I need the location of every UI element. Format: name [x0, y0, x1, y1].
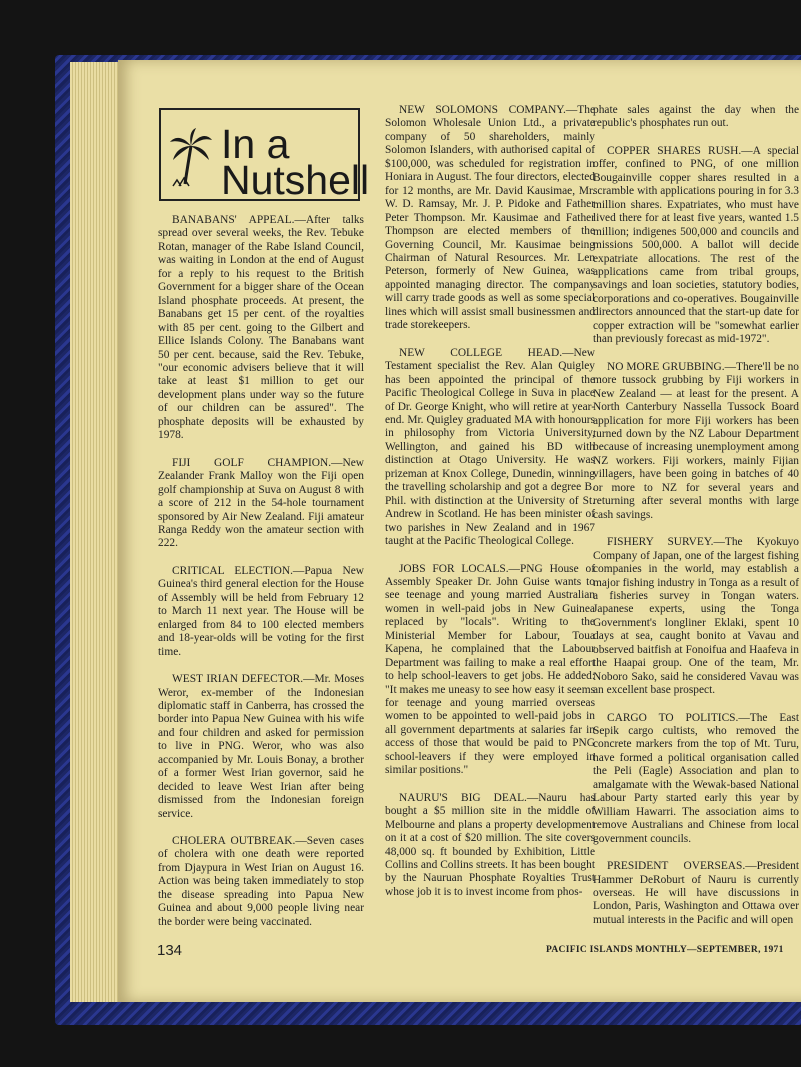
news-item: FISHERY SURVEY.—The Kyokuyo Company of Japan, one of the largest fishing companies in the world, may establish a major fishing industry in Tonga as a result of a fisheries survey in Tongan waters. Japanese experts, using the Tonga Government's longliner Eklaki, spent 10 days at sea, caught bonito at Vavau and observed baitfish at Fonoifua and Haafeva in the Haapai group. One of the team, Mr. Noboro Sako, said he considered Vavau was an excellent base prospect.	[593, 536, 799, 697]
column-2	[385, 104, 595, 899]
news-item: NO MORE GRUBBING.—There'll be no more tussock grubbing by Fiji workers in New Zealand — at least for the present. A North Canterbury Nassella Tussock Board application for more Fiji workers has been turned down by the NZ Labour Department because of increasing unemployment among NZ workers. Fiji workers, mainly Fijian villagers, have been going in batches of 40 or more to NZ for several years and returning after several months with large cash savings.	[593, 360, 799, 521]
news-item: BANABANS' APPEAL.—After talks spread over several weeks, the Rev. Tebuke Rotan, manager of the Rabe Island Council, was waiting in London at the end of August for a reply to his request to the British Government for a bigger share of the Ocean Island phosphate proceeds. At present, the Banabans get 15 per cent. of the royalties with 85 per cent. going to the Gilbert and Ellice Islands Colony. The Banabans want 50 per cent. because, said the Rev. Tebuke, "our economic advisers believe that it will take at least $1 million to get our development plans under way so the future of our children can be assured". The phosphate deposits will be exhausted by 1978.	[158, 214, 364, 442]
news-item: COPPER SHARES RUSH.—A special offer, confined to PNG, of one million Bougainville copper shares resulted in a scramble with applications pouring in for 3.3 million shares. Expatriates, who must have lived there for at least five years, wanted 1.5 million; indigenes 500,000 and councils and missions 500,000. A ballot will decide expatriate allocations. The rest of the applications came from tribal groups, savings and loan societies, statutory bodies, corporations and co-operatives. Bougainville directors announced that the start-up date for copper extraction will be "somewhat earlier than previously forecast as mid-1972".	[593, 144, 799, 346]
palm-tree-icon	[169, 128, 213, 188]
news-item: CARGO TO POLITICS.—The East Sepik cargo cultists, who removed the concrete markers from the top of Mt. Turu, have formed a political organisation called the Peli (Eagle) Association and plan to amalgamate with the Wewak-based National Labour Party started early this year by William Hawarri. The association aims to remove Australians and Chinese from local government councils.	[593, 711, 799, 845]
header-title-line-1: In a	[221, 121, 290, 167]
header-title-line-2: Nutshell	[221, 157, 370, 203]
news-item: NEW SOLOMONS COMPANY.—The Solomon Wholesale Union Ltd., a private company of 50 shareholders, mainly Solomon Islanders, with authorised capital of $100,000, was scheduled for registration in Honiara in August. The four directors, elected for 12 months, are Mr. David Kausimae, Mr. W. D. Ramsay, Mr. J. P. Pidoke and Father Peter Thompson. Mr. Kausimae and Father Thompson are elected members of the Governing Council, Mr. Kausimae being Chairman of Natural Resources. Mr. Len Peterson, formerly of New Guinea, was appointed managing director. The company will carry trade goods as well as some special lines which will assist small businessmen and trade storekeepers.	[385, 104, 595, 332]
news-item-continuation: phate sales against the day when the republic's phosphates run out.	[593, 104, 799, 130]
column-3	[593, 104, 799, 927]
news-item: CHOLERA OUTBREAK.—Seven cases of cholera with one death were reported from Djaypura in West Irian on August 16. Action was being taken immediately to stop the disease spreading into Papua New Guinea and about 9,000 people living near the border were being vaccinated.	[158, 835, 364, 928]
column-header-box	[159, 108, 370, 203]
news-item: WEST IRIAN DEFECTOR.—Mr. Moses Weror, ex-member of the Indonesian diplomatic staff in Canberra, has crossed the border into Papua New Guinea with his wife and four children and asked for permission to live in PNG. Weror, who was also accompanied by Mr. Louis Bonay, a brother of a former West Irian governor, said he decided to leave West Irian after being dismissed from the Indonesian foreign service.	[158, 673, 364, 820]
news-item: JOBS FOR LOCALS.—PNG House of Assembly Speaker Dr. John Guise wants to see teenage and young married Australian women in well-paid jobs in New Guinea replaced by "locals". Writing to the Ministerial Member for Labour, Toua Kapena, he complained that the Labour Department was failing to make a real effort to help school-leavers to get jobs. He added: "It makes me uneasy to see how easy it seems for teenage and young married overseas women to be appointed to well-paid jobs in all government departments at salaries far in access of those that would be paid to PNG school-leavers if they were employed in similar positions."	[385, 562, 595, 777]
news-item: PRESIDENT OVERSEAS.—President Hammer DeRoburt of Nauru is currently overseas. He will have discussions in London, Paris, Washington and Ottawa over mutual interests in the Pacific and will open	[593, 860, 799, 926]
news-item: FIJI GOLF CHAMPION.—New Zealander Frank Malloy won the Fiji open golf championship at Suva on August 8 with a score of 212 in the 54-hole tournament sponsored by Air New Zealand. Fiji amateur Ranga Reddy won the amateur section with 222.	[158, 456, 364, 550]
page-number: 134	[157, 942, 183, 959]
column-1	[158, 214, 364, 929]
news-item: NAURU'S BIG DEAL.—Nauru has bought a $5 million site in the middle of Melbourne and plans a property development on it at a cost of $20 million. The site covers 48,000 sq. ft bounded by Exhibition, Little Collins and Collins streets. It has been bought by the Nauruan Phosphate Royalties Trust whose job it is to invest income from phos-	[385, 791, 595, 898]
news-item: NEW COLLEGE HEAD.—New Testament specialist the Rev. Alan Quigley has been appointed the principal of the Pacific Theological College in Suva in place of Dr. George Knight, who will retire at year-end. Mr. Quigley graduated MA with honours in philosophy from Victoria University, Wellington, and gained his BD with distinction at Otago University. He was prizeman at Knox College, Dunedin, winning the travelling scholarship and got a degree B. Phil. with distinction at the University of St. Andrew in Scotland. He has been minister of two parishes in New Zealand and in 1967 taught at the Pacific Theological College.	[385, 346, 595, 548]
publication-footer: PACIFIC ISLANDS MONTHLY—SEPTEMBER, 1971	[546, 945, 784, 955]
news-item: CRITICAL ELECTION.—Papua New Guinea's third general election for the House of Assembly will be held from February 12 to March 11 next year. The House will be enlarged from 84 to 100 elected members and 18-year-olds will be voting for the first time.	[158, 564, 364, 658]
